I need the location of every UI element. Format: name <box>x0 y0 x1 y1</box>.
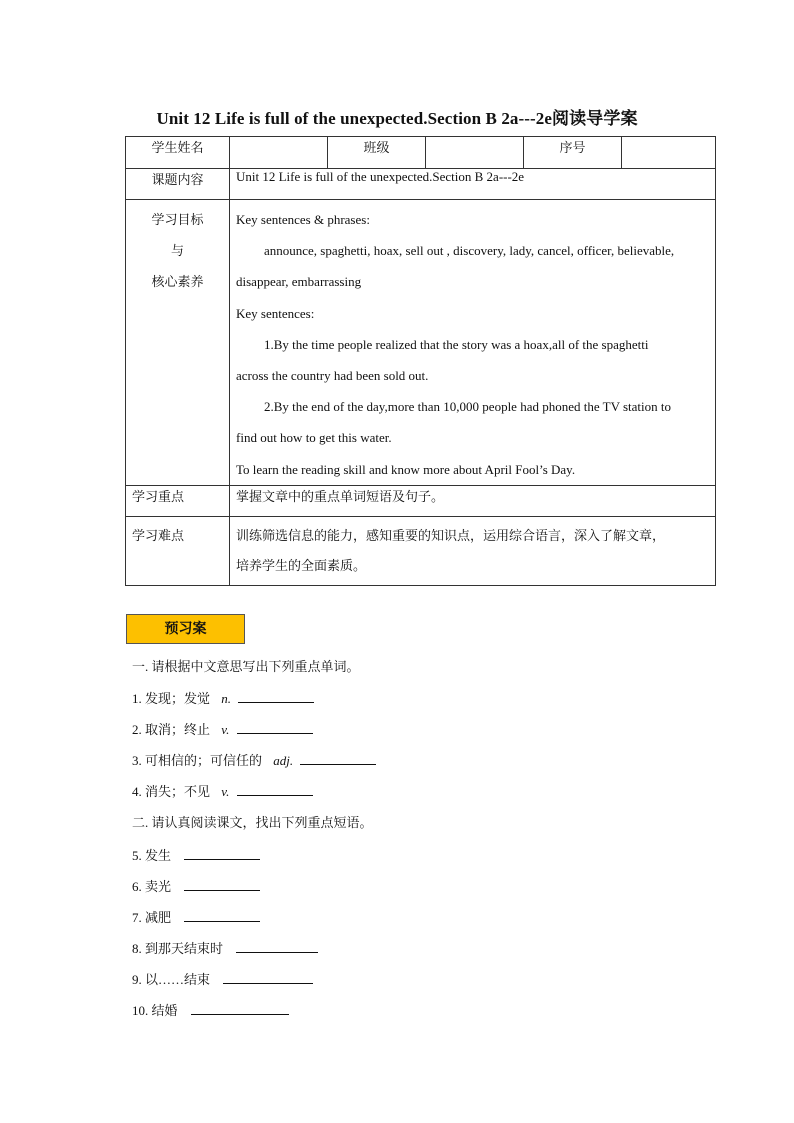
part-of-speech: n. <box>221 691 232 706</box>
list-item <box>132 969 313 988</box>
list-item <box>132 876 260 895</box>
topic-label: 课题内容 <box>126 169 230 200</box>
list-item <box>132 1000 289 1019</box>
phrase-prompt: 9. 以……结束 <box>132 972 211 987</box>
phrase-prompt: 6. 卖光 <box>132 879 172 894</box>
answer-blank[interactable] <box>184 846 260 860</box>
class-field[interactable] <box>426 137 524 169</box>
seat-label: 序号 <box>524 137 622 169</box>
table-row <box>126 485 716 516</box>
student-name-label: 学生姓名 <box>126 137 230 169</box>
word-prompt: 1. 发现；发觉 <box>132 691 211 706</box>
goal-line: 1.By the time people realized that the story was a hoax,all of the spaghetti <box>264 336 649 352</box>
list-item <box>132 719 313 738</box>
goal-line: Key sentences & phrases: <box>236 212 370 227</box>
goal-line: Key sentences: <box>236 305 315 321</box>
section-heading: 二. 请认真阅读课文，找出下列重点短语。 <box>132 815 373 830</box>
list-item <box>132 845 260 864</box>
answer-blank[interactable] <box>184 908 260 922</box>
list-item <box>132 781 313 800</box>
goal-content <box>230 200 716 486</box>
list-item <box>132 907 260 926</box>
list-item <box>132 938 318 957</box>
info-table <box>125 136 716 586</box>
answer-blank[interactable] <box>238 689 314 703</box>
table-row <box>126 200 716 486</box>
answer-blank[interactable] <box>223 970 313 984</box>
phrase-prompt: 8. 到那天结束时 <box>132 941 224 956</box>
goal-line: To learn the reading skill and know more about April Fool’s Day. <box>236 461 576 477</box>
topic-value: Unit 12 Life is full of the unexpected.Section B 2a---2e <box>230 169 716 200</box>
answer-blank[interactable] <box>184 877 260 891</box>
word-prompt: 2. 取消；终止 <box>132 722 211 737</box>
goal-label-line: 学习目标 <box>151 212 204 227</box>
part-of-speech: adj. <box>273 753 294 768</box>
list-item <box>132 688 314 707</box>
difficulty-line: 培养学生的全面素质。 <box>236 557 367 573</box>
table-row <box>126 169 716 200</box>
goal-line: 2.By the end of the day,more than 10,000 people had phoned the TV station to <box>264 399 672 415</box>
answer-blank[interactable] <box>236 939 318 953</box>
part-of-speech: v. <box>221 784 230 799</box>
section-heading: 一. 请根据中文意思写出下列重点单词。 <box>132 659 360 674</box>
part-of-speech: v. <box>221 722 230 737</box>
phrase-prompt: 7. 减肥 <box>132 910 172 925</box>
difficulty-label: 学习难点 <box>126 516 230 585</box>
phrase-prompt: 5. 发生 <box>132 848 172 863</box>
goal-label <box>126 200 230 486</box>
focus-label: 学习重点 <box>126 485 230 516</box>
goal-line: disappear, embarrassing <box>236 274 362 290</box>
table-row <box>126 516 716 585</box>
goal-label-line: 与 <box>170 243 184 258</box>
answer-blank[interactable] <box>191 1001 289 1015</box>
goal-line: find out how to get this water. <box>236 430 392 446</box>
word-prompt: 4. 消失；不见 <box>132 784 211 799</box>
goal-line: across the country had been sold out. <box>236 368 429 384</box>
class-label: 班级 <box>328 137 426 169</box>
student-name-field[interactable] <box>230 137 328 169</box>
goal-label-line: 核心素养 <box>151 274 204 289</box>
seat-field[interactable] <box>622 137 716 169</box>
page-title: Unit 12 Life is full of the unexpected.Section B 2a---2e阅读导学案 <box>156 109 638 128</box>
difficulty-value <box>230 516 716 585</box>
word-prompt: 3. 可相信的；可信任的 <box>132 753 263 768</box>
difficulty-line: 训练筛选信息的能力，感知重要的知识点，运用综合语言，深入了解文章， <box>236 527 666 543</box>
list-item <box>132 750 376 769</box>
table-row <box>126 137 716 169</box>
preview-badge: 预习案 <box>126 614 245 644</box>
answer-blank[interactable] <box>237 782 313 796</box>
answer-blank[interactable] <box>300 751 376 765</box>
phrase-prompt: 10. 结婚 <box>132 1003 178 1018</box>
answer-blank[interactable] <box>237 720 313 734</box>
goal-line: announce, spaghetti, hoax, sell out , discovery, lady, cancel, officer, believable, <box>264 243 675 259</box>
focus-value: 掌握文章中的重点单词短语及句子。 <box>230 485 716 516</box>
